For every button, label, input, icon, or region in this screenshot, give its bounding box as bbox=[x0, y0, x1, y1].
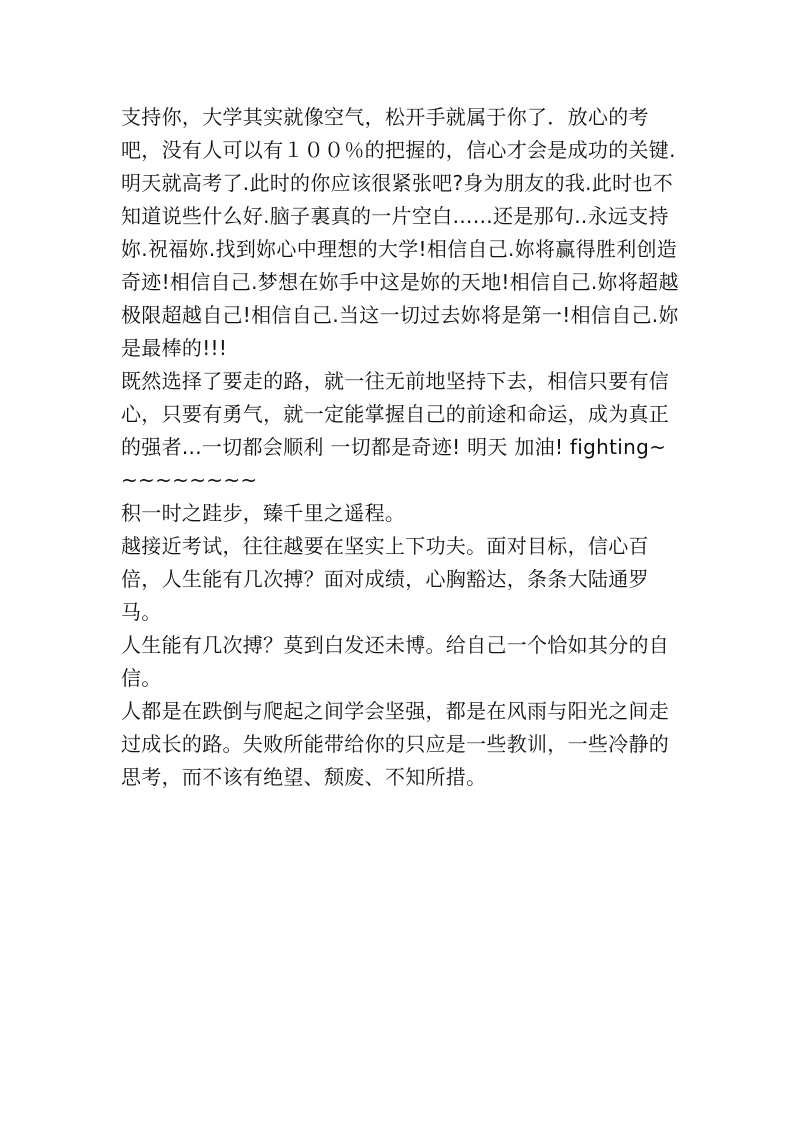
paragraph-4: 积一时之跬步，臻千里之遥程。 bbox=[121, 501, 406, 525]
paragraph-3: 既然选择了要走的路，就一往无前地坚持下去，相信只要有信心，只要有勇气，就一定能掌握自己的前途和命运，成为真正的强者...一切都会顺利 一切都是奇迹! 明天 加油! fighting~~~~~~~~~ bbox=[121, 369, 670, 492]
paragraph-2: 明天就高考了.此时的你应该很紧张吧?身为朋友的我.此时也不知道说些什么好.脑子裏真的一片空白……还是那句..永远支持妳.祝福妳.找到妳心中理想的大学!相信自己.妳将赢得胜利创造奇迹!相信自己.梦想在妳手中这是妳的天地!相信自己.妳将超越极限超越自己!相信自己.当这一切过去妳将是第一!相信自己.妳是最棒的!!! bbox=[121, 171, 679, 360]
paragraph-7: 人都是在跌倒与爬起之间学会坚强，都是在风雨与阳光之间走过成长的路。失败所能带给你的只应是一些教训，一些冷静的思考，而不该有绝望、颓废、不知所措。 bbox=[121, 699, 670, 789]
paragraph-1: 支持你，大学其实就像空气，松开手就属于你了．放心的考吧，没有人可以有１００％的把握的，信心才会是成功的关键. bbox=[121, 105, 676, 162]
paragraph-5: 越接近考试，往往越要在坚实上下功夫。面对目标，信心百倍，人生能有几次搏？面对成绩，心胸豁达，条条大陆通罗马。 bbox=[121, 534, 649, 624]
paragraph-6: 人生能有几次搏？莫到白发还未博。给自己一个恰如其分的自信。 bbox=[121, 633, 670, 690]
document-body bbox=[121, 101, 681, 794]
